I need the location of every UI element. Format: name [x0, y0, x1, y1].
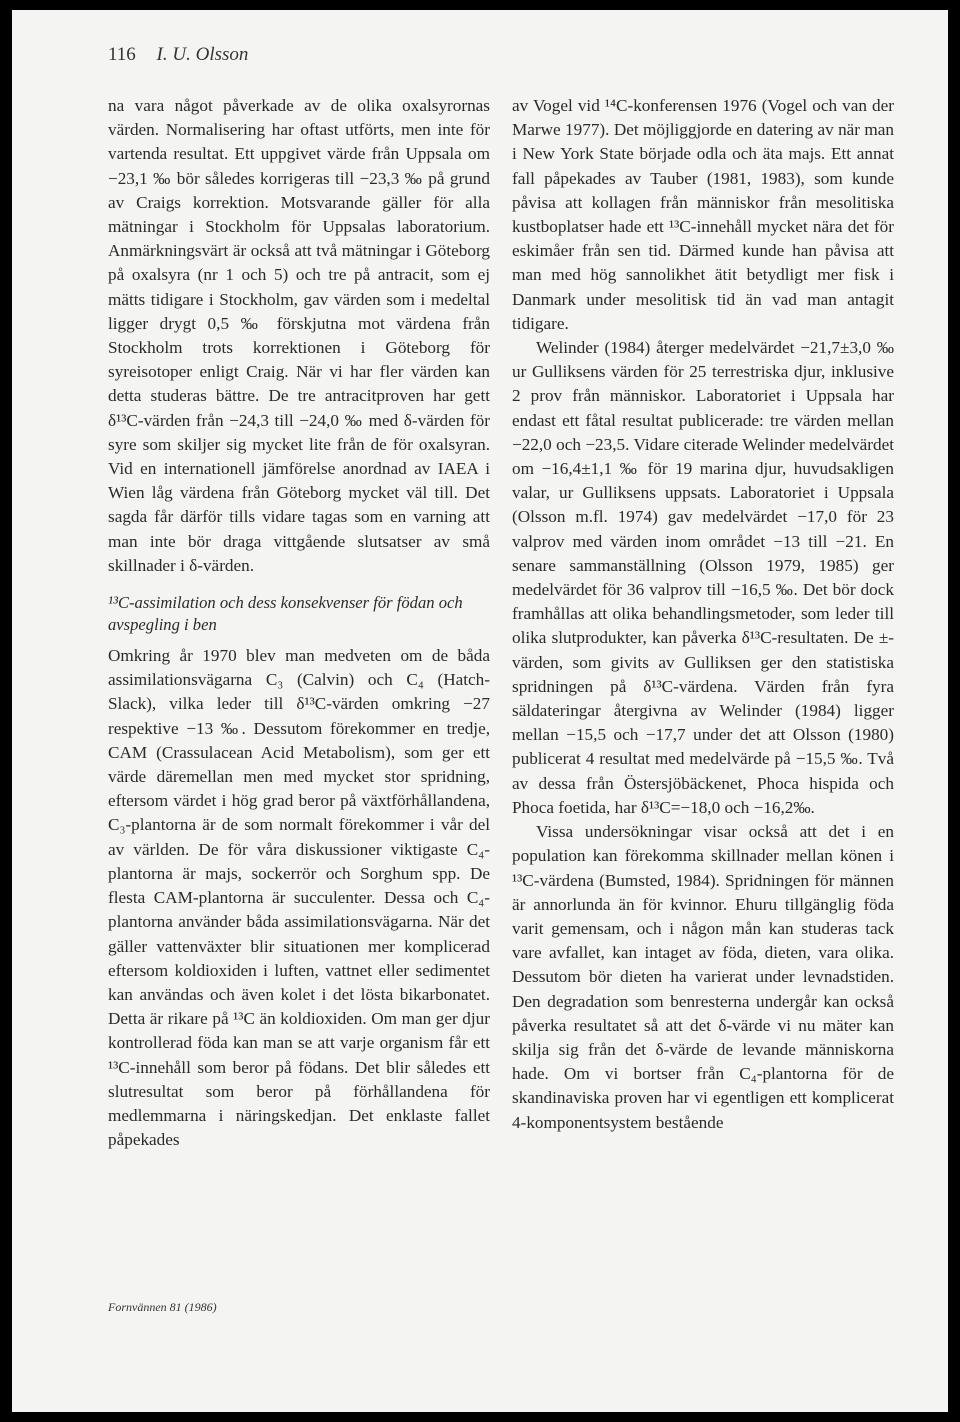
- right-column: [512, 94, 894, 1135]
- paragraph: Vissa undersökningar visar också att det i en population kan förekomma skillnader mellan könen i ¹³C-värdena (Bumsted, 1984). Spridningen för männen är annorlunda än för kvinnor. Ehuru tillgänglig föda varit gemensam, och i någon mån kan studeras tack vare avfallet, kan intaget av föda, dieten, vara olika. Dessutom bör dieten ha varierat under levnadstiden. Den degradation som benresterna undergår kan också påverka resultatet så att det δ-värde vi nu mäter kan skilja sig från det δ-värde de levande människorna hade. Om vi bortser från C₄-plantorna för de skandinaviska proven har vi egentligen ett komplicerat 4-komponentsystem bestående: [512, 822, 894, 1132]
- paragraph: Welinder (1984) återger medelvärdet −21,7±3,0 ‰ ur Gulliksens värden för 25 terrestriska djur, inklusive 2 prov från människor. Laboratoriet i Uppsala har endast ett fåtal resultat publicerade: tre värden mellan −22,0 och −23,5. Vidare citerade Welinder medelvärdet om −16,4±1,1 ‰ för 19 marina djur, huvudsakligen valar, ur Gulliksens uppsats. Laboratoriet i Uppsala (Olsson m.fl. 1974) gav medelvärdet −17,0 för 23 valprov med värden inom området −13 till −21. En senare sammanställning (Olsson 1979, 1985) ger medelvärdet för 36 valprov till −16,5 ‰. Det bör dock framhållas att olika behandlingsmetoder, som leder till olika slutprodukter, kan påverka δ¹³C-resultaten. De ±-värden, som givits av Gulliksen ger den statistiska spridningen på δ¹³C-värdena. Värden från fyra säldateringar återgivna av Welinder (1984) ligger mellan −15,5 och −17,7 under det att Olsson (1980) publicerat 4 resultat med medelvärde på −15,5 ‰. Två av dessa från Östersjöbäckenet, Phoca hispida och Phoca foetida, har δ¹³C=−18,0 och −16,2‰.: [512, 338, 894, 817]
- paragraph: av Vogel vid ¹⁴C-konferensen 1976 (Vogel och van der Marwe 1977). Det möjliggjorde en datering av när man i New York State började odla och äta majs. Ett annat fall påpekades av Tauber (1981, 1983), som kunde påvisa att kollagen från människor från mesolitiska kustboplatser hade ett ¹³C-innehåll mycket nära det för eskimåer från sen tid. Därmed kunde han påvisa att man med hög sannolikhet ätit betydligt mer fisk i Danmark under mesolitisk tid än vad man antagit tidigare.: [512, 96, 894, 333]
- page-header: [108, 44, 248, 66]
- journal-page: [12, 10, 948, 1412]
- paragraph: na vara något påverkade av de olika oxalsyrornas värden. Normalisering har oftast utförts, men inte för vartenda resultat. Ett uppgivet värde från Uppsala om −23,1 ‰ bör således korrigeras till −23,3 ‰ på grund av Craigs korrektion. Motsvarande gäller för alla mätningar i Stockholm för Uppsalas laboratorium. Anmärkningsvärt är också att två mätningar i Göteborg på oxalsyra (nr 1 och 5) och tre på antracit, som ej mätts tidigare i Stockholm, gav värden som i medeltal ligger drygt 0,5 ‰ förskjutna mot värdena från Stockholm trots korrektionen i Göteborg för syreisotoper enligt Craig. När vi har fler värden kan detta studeras bättre. De tre antracitproven har gett δ¹³C-värden från −24,3 till −24,0 ‰ med δ-värden för syre som skiljer sig mycket lite från de för oxalsyran. Vid en internationell jämförelse anordnad av IAEA i Wien låg värdena från Göteborg mycket väl till. Det sagda får därför tills vidare tagas som en varning att man inte bör draga vittgående slutsatser av små skillnader i δ-värden.: [108, 96, 490, 575]
- running-head-author: I. U. Olsson: [156, 44, 249, 65]
- journal-footer: Fornvännen 81 (1986): [108, 1300, 217, 1314]
- paragraph: Omkring år 1970 blev man medveten om de båda assimilationsvägarna C₃ (Calvin) och C₄ (Hatch-Slack), vilka leder till δ¹³C-värden omkring −27 respektive −13 ‰. Dessutom förekommer en tredje, CAM (Crassulacean Acid Metabolism), som ger ett värde däremellan men med mycket stor spridning, eftersom värdet i hög grad beror på växtförhållandena, C₃-plantorna är de som normalt förekommer i vår del av världen. De för våra diskussioner viktigaste C₄-plantorna är majs, sockerrör och Sorghum spp. De flesta CAM-plantorna är succulenter. Dessa och C₄-plantorna använder båda assimilationsvägarna. När det gäller vattenväxter blir situationen mer komplicerad eftersom koldioxiden i luften, vattnet eller sedimentet kan användas och även kolet i det lösta bikarbonatet. Detta är rikare på ¹³C än koldioxiden. Om man ger djur kontrollerad föda kan man se att varje organism får ett ¹³C-innehåll som beror på födans. Det blir således ett slutresultat som beror på förhållandena för medlemmarna i näringskedjan. Det enklaste fallet påpekades: [108, 646, 490, 1150]
- left-column: [108, 94, 490, 1152]
- section-heading: ¹³C-assimilation och dess konsekvenser för födan och avspegling i ben: [108, 593, 463, 635]
- page-number: 116: [108, 44, 136, 65]
